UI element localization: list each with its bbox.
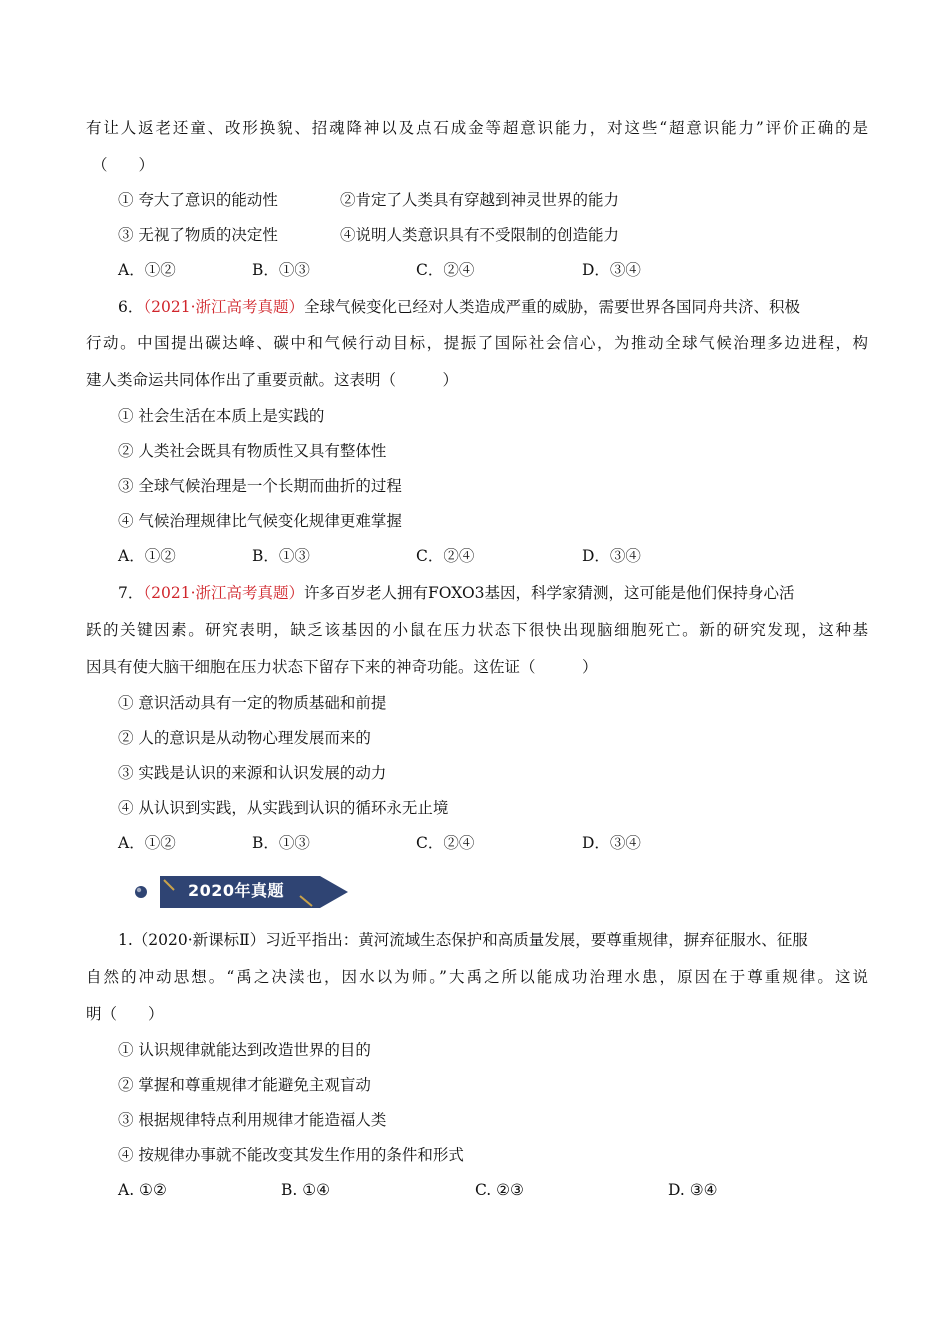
question-text: 全球气候变化已经对人类造成严重的威胁，需要世界各国同舟共济、积极	[304, 298, 801, 316]
question-text-line: 行动。中国提出碳达峰、碳中和气候行动目标，提振了国际社会信心，为推动全球气候治理多边进程，构	[86, 334, 868, 352]
question-source: （2021·浙江高考真题）	[143, 298, 304, 316]
statement-3: ③ 实践是认识的来源和认识发展的动力	[118, 764, 387, 782]
question-text-line: 明（ ）	[86, 1005, 164, 1023]
question-6-first-line	[118, 297, 800, 317]
statement-1: ① 认识规律就能达到改造世界的目的	[118, 1041, 371, 1059]
question-number: 7．	[118, 584, 144, 602]
question-text: 许多百岁老人拥有FOXO3基因，科学家猜测，这可能是他们保持身心活	[304, 584, 795, 602]
option-a: A. ①②	[118, 1181, 167, 1199]
section-title: 2020年真题	[188, 881, 285, 900]
statement-1: ① 意识活动具有一定的物质基础和前提	[118, 694, 387, 712]
option-b: B．①③	[252, 834, 310, 852]
question-text-line: 建人类命运共同体作出了重要贡献。这表明（ ）	[86, 371, 459, 389]
option-b: B．①③	[252, 547, 310, 565]
option-a: A．①②	[118, 834, 176, 852]
statement-4: ④说明人类意识具有不受限制的创造能力	[340, 226, 620, 244]
statement-3: ③ 全球气候治理是一个长期而曲折的过程	[118, 477, 402, 495]
question-text-line: 有让人返老还童、改形换貌、招魂降神以及点石成金等超意识能力，对这些“超意识能力”评价正确的是	[86, 119, 868, 137]
question-number: 6．	[118, 298, 144, 316]
statement-2: ② 掌握和尊重规律才能避免主观盲动	[118, 1076, 371, 1094]
question-text-line: 自然的冲动思想。“禹之决渎也，因水以为师。”大禹之所以能成功治理水患，原因在于尊重规律。这说	[86, 968, 868, 986]
option-d: D．③④	[582, 261, 641, 279]
statement-2: ②肯定了人类具有穿越到神灵世界的能力	[340, 191, 620, 209]
question-text-line: 因具有使大脑干细胞在压力状态下留存下来的神奇功能。这佐证（ ）	[86, 658, 598, 676]
statement-1: ① 夸大了意识的能动性	[118, 191, 278, 209]
question-7-first-line	[118, 583, 795, 603]
option-b: B. ①④	[281, 1181, 331, 1199]
option-d: D．③④	[582, 547, 641, 565]
option-c: C．②④	[416, 547, 475, 565]
statement-3: ③ 无视了物质的决定性	[118, 226, 278, 244]
statement-2: ② 人的意识是从动物心理发展而来的	[118, 729, 371, 747]
option-d: D. ③④	[668, 1181, 718, 1199]
option-a: A．①②	[118, 261, 176, 279]
question-1-first-line: 1.（2020·新课标Ⅱ）习近平指出：黄河流域生态保护和高质量发展，要尊重规律，摒弃征服水、征服	[118, 931, 808, 949]
statement-4: ④ 按规律办事就不能改变其发生作用的条件和形式	[118, 1146, 464, 1164]
statement-4: ④ 从认识到实践，从实践到认识的循环永无止境	[118, 799, 449, 817]
option-d: D．③④	[582, 834, 641, 852]
banner-dot-icon	[135, 886, 147, 898]
statement-3: ③ 根据规律特点利用规律才能造福人类	[118, 1111, 387, 1129]
option-b: B．①③	[252, 261, 310, 279]
statement-1: ① 社会生活在本质上是实践的	[118, 407, 325, 425]
question-source: （2021·浙江高考真题）	[143, 584, 304, 602]
question-text-line: 跃的关键因素。研究表明，缺乏该基因的小鼠在压力状态下很快出现脑细胞死亡。新的研究发现，这种基	[86, 621, 868, 639]
statement-4: ④ 气候治理规律比气候变化规律更难掌握	[118, 512, 402, 530]
option-c: C．②④	[416, 834, 475, 852]
option-a: A．①②	[118, 547, 176, 565]
option-c: C. ②③	[475, 1181, 524, 1199]
statement-2: ② 人类社会既具有物质性又具有整体性	[118, 442, 387, 460]
answer-bracket: （ ）	[92, 156, 155, 174]
option-c: C．②④	[416, 261, 475, 279]
